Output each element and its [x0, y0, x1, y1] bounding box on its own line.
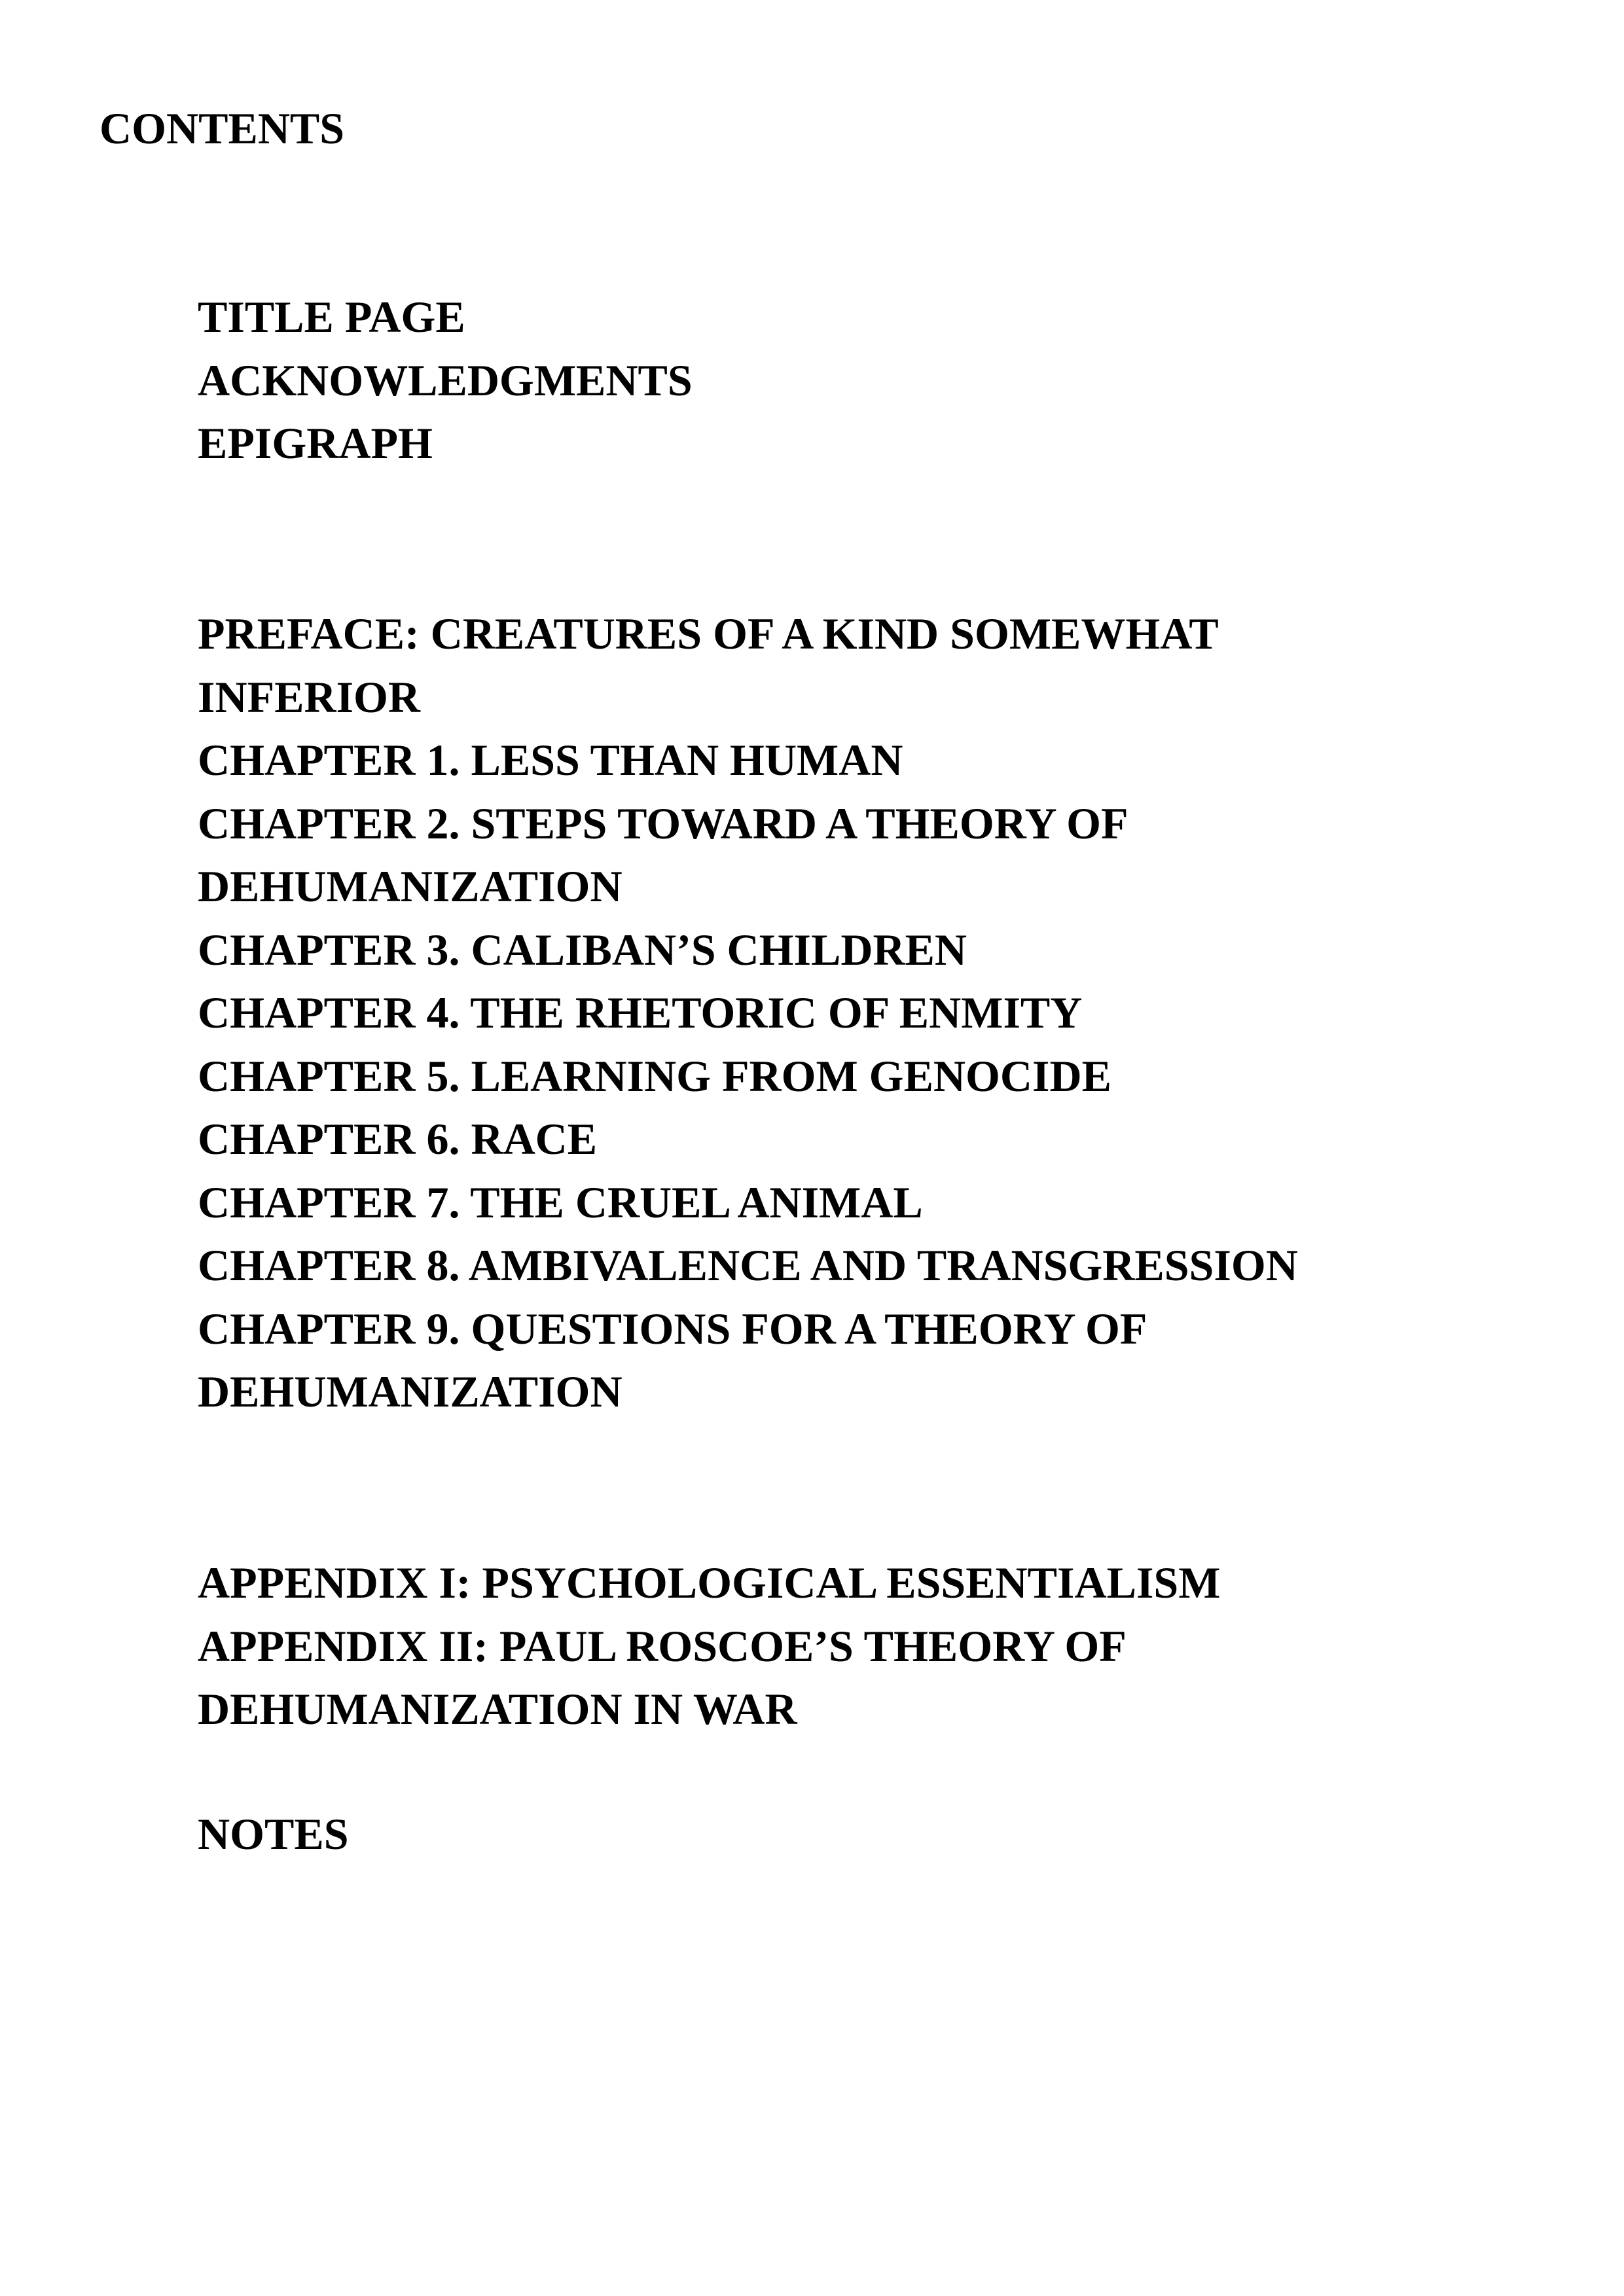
toc-entry-chapter-2[interactable]: [198, 792, 1540, 918]
toc-link[interactable]: ACKNOWLEDGMENTS: [198, 355, 693, 405]
toc-link[interactable]: CHAPTER 5. LEARNING FROM GENOCIDE: [198, 1050, 1111, 1101]
toc-entry-chapter-8[interactable]: [198, 1234, 1540, 1297]
toc-link[interactable]: EPIGRAPH: [198, 418, 433, 468]
page-title: CONTENTS: [99, 103, 345, 153]
toc-link[interactable]: [198, 792, 1540, 918]
toc-line: CHAPTER 9. QUESTIONS FOR A THEORY OF: [198, 1303, 1147, 1354]
toc-link[interactable]: [198, 1615, 1540, 1741]
toc-end-matter: [198, 1803, 1540, 1866]
toc-line: APPENDIX II: PAUL ROSCOE’S THEORY OF: [198, 1621, 1127, 1671]
toc-entry-epigraph[interactable]: [198, 412, 1540, 475]
toc-line: PREFACE: CREATURES OF A KIND SOMEWHAT: [198, 609, 1219, 658]
toc-link[interactable]: CHAPTER 7. THE CRUEL ANIMAL: [198, 1177, 923, 1227]
toc-entry-title-page[interactable]: [198, 285, 1540, 349]
toc-entry-chapter-7[interactable]: [198, 1171, 1540, 1234]
toc-appendices: [198, 1551, 1540, 1741]
toc-link[interactable]: CHAPTER 6. RACE: [198, 1114, 598, 1164]
toc-entry-appendix-2[interactable]: [198, 1615, 1540, 1741]
toc-line: CHAPTER 2. STEPS TOWARD A THEORY OF: [198, 798, 1128, 848]
toc-line: INFERIOR: [198, 672, 421, 722]
toc-entry-chapter-1[interactable]: [198, 728, 1540, 792]
toc-entry-chapter-6[interactable]: [198, 1107, 1540, 1171]
toc-front-matter: [198, 285, 1540, 475]
toc-entry-chapter-5[interactable]: [198, 1045, 1540, 1108]
toc-line: DEHUMANIZATION IN WAR: [198, 1684, 797, 1734]
toc-link[interactable]: [198, 1297, 1540, 1424]
toc-entry-chapter-9[interactable]: [198, 1297, 1540, 1424]
toc-link[interactable]: [198, 602, 1540, 728]
toc-body: [198, 602, 1540, 1424]
toc-link[interactable]: TITLE PAGE: [198, 292, 465, 342]
toc-entry-chapter-4[interactable]: [198, 981, 1540, 1045]
toc-entry-acknowledgments[interactable]: [198, 349, 1540, 412]
toc-link[interactable]: CHAPTER 8. AMBIVALENCE AND TRANSGRESSION: [198, 1240, 1298, 1290]
toc-link[interactable]: APPENDIX I: PSYCHOLOGICAL ESSENTIALISM: [198, 1558, 1221, 1607]
toc-link[interactable]: CHAPTER 3. CALIBAN’S CHILDREN: [198, 924, 967, 975]
toc-line: DEHUMANIZATION: [198, 1367, 623, 1416]
toc-entry-chapter-3[interactable]: [198, 918, 1540, 982]
toc-entry-notes[interactable]: [198, 1803, 1540, 1866]
toc-link[interactable]: NOTES: [198, 1809, 349, 1859]
toc-line: DEHUMANIZATION: [198, 861, 623, 911]
toc-link[interactable]: CHAPTER 4. THE RHETORIC OF ENMITY: [198, 988, 1083, 1037]
toc-link[interactable]: CHAPTER 1. LESS THAN HUMAN: [198, 735, 903, 785]
toc-entry-preface[interactable]: [198, 602, 1540, 728]
toc-entry-appendix-1[interactable]: [198, 1551, 1540, 1615]
